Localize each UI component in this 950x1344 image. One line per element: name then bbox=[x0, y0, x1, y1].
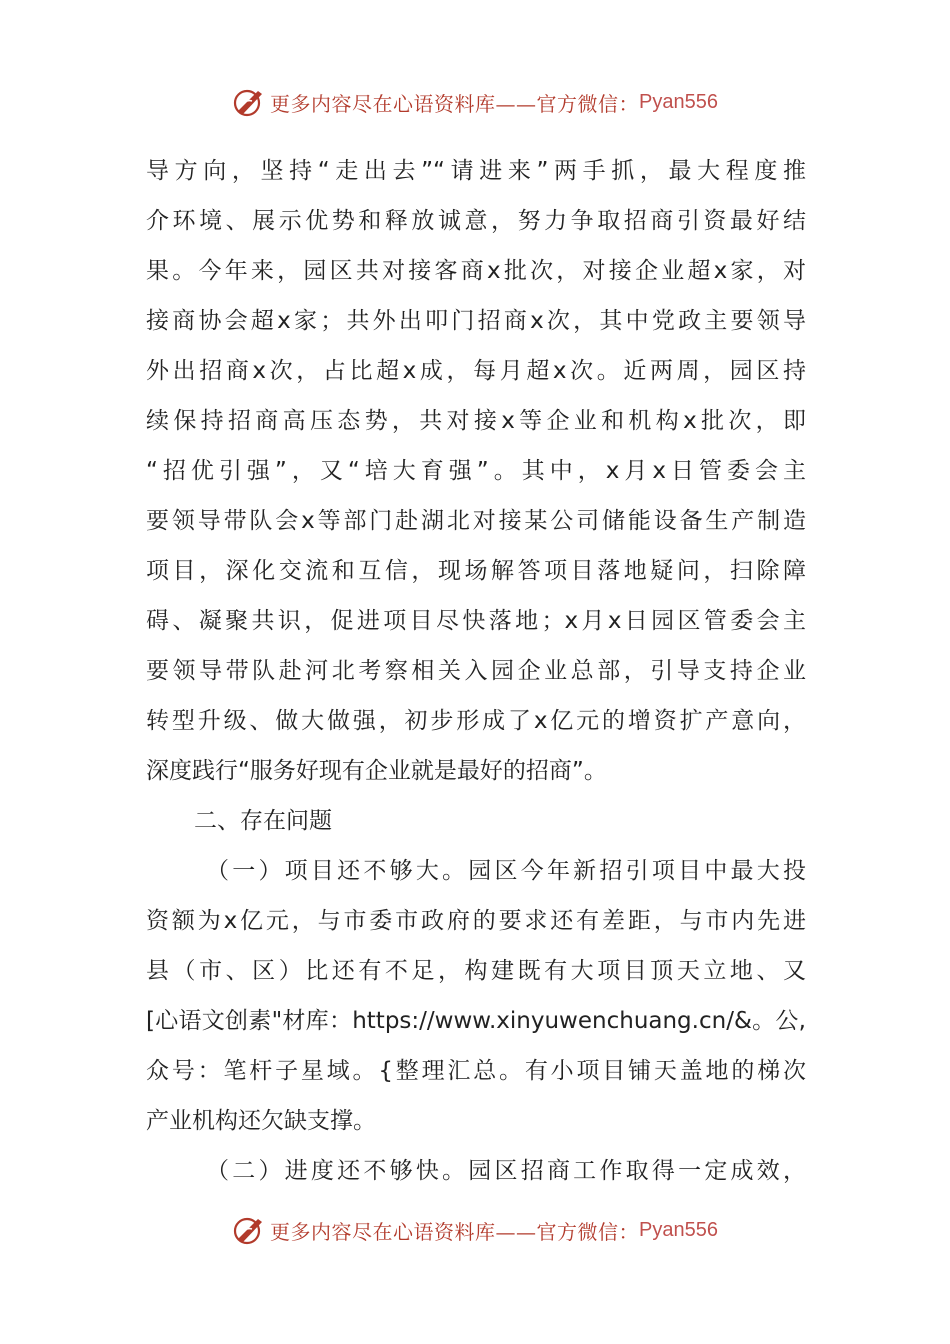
body-line: “招优引强”，又“培大育强”。其中，x月x日管委会主 bbox=[146, 458, 806, 484]
pen-logo-icon bbox=[232, 1213, 266, 1247]
body-line: 要领导带队赴河北考察相关入园企业总部，引导支持企业 bbox=[146, 658, 806, 684]
document-body bbox=[146, 146, 806, 1196]
body-line: [心语文创素"材库：https://www.xinyuwenchuang.cn/&。公, bbox=[146, 1008, 806, 1034]
footer-banner-wechat: Pyan556 bbox=[639, 1218, 718, 1241]
body-line: 续保持招商高压态势，共对接x等企业和机构x批次，即 bbox=[146, 408, 806, 434]
footer-banner-text: 更多内容尽在心语资料库——官方微信： bbox=[270, 1219, 640, 1244]
body-line: 要领导带队会x等部门赴湖北对接某公司储能设备生产制造 bbox=[146, 508, 806, 534]
body-line: （一）项目还不够大。园区今年新招引项目中最大投 bbox=[206, 858, 806, 884]
body-line: 众号：笔杆子星域。{整理汇总。有小项目铺天盖地的梯次 bbox=[146, 1058, 806, 1084]
body-line: 资额为x亿元，与市委市政府的要求还有差距，与市内先进 bbox=[146, 908, 806, 934]
body-line: 果。今年来，园区共对接客商x批次，对接企业超x家，对 bbox=[146, 258, 806, 284]
body-line: 项目，深化交流和互信，现场解答项目落地疑问，扫除障 bbox=[146, 558, 806, 584]
body-line: 外出招商x次，占比超x成，每月超x次。近两周，园区持 bbox=[146, 358, 806, 384]
body-line: 产业机构还欠缺支撑。 bbox=[146, 1108, 376, 1134]
body-line: 碍、凝聚共识，促进项目尽快落地；x月x日园区管委会主 bbox=[146, 608, 806, 634]
body-line: 介环境、展示优势和释放诚意，努力争取招商引资最好结 bbox=[146, 208, 806, 234]
body-line: 县（市、区）比还有不足，构建既有大项目顶天立地、又 bbox=[146, 958, 806, 984]
pen-logo-icon bbox=[232, 85, 266, 119]
body-line: 深度践行“服务好现有企业就是最好的招商”。 bbox=[146, 758, 607, 784]
body-line: 导方向，坚持“走出去”“请进来”两手抓，最大程度推 bbox=[146, 158, 806, 184]
footer-watermark-banner bbox=[0, 1210, 950, 1250]
header-banner-text: 更多内容尽在心语资料库——官方微信： bbox=[270, 91, 640, 116]
body-line: 接商协会超x家；共外出叩门招商x次，其中党政主要领导 bbox=[146, 308, 806, 334]
header-banner-wechat: Pyan556 bbox=[639, 90, 718, 113]
header-watermark-banner bbox=[0, 82, 950, 122]
body-line: （二）进度还不够快。园区招商工作取得一定成效， bbox=[206, 1158, 806, 1184]
section-heading: 二、存在问题 bbox=[194, 808, 332, 834]
body-line: 转型升级、做大做强，初步形成了x亿元的增资扩产意向， bbox=[146, 708, 806, 734]
